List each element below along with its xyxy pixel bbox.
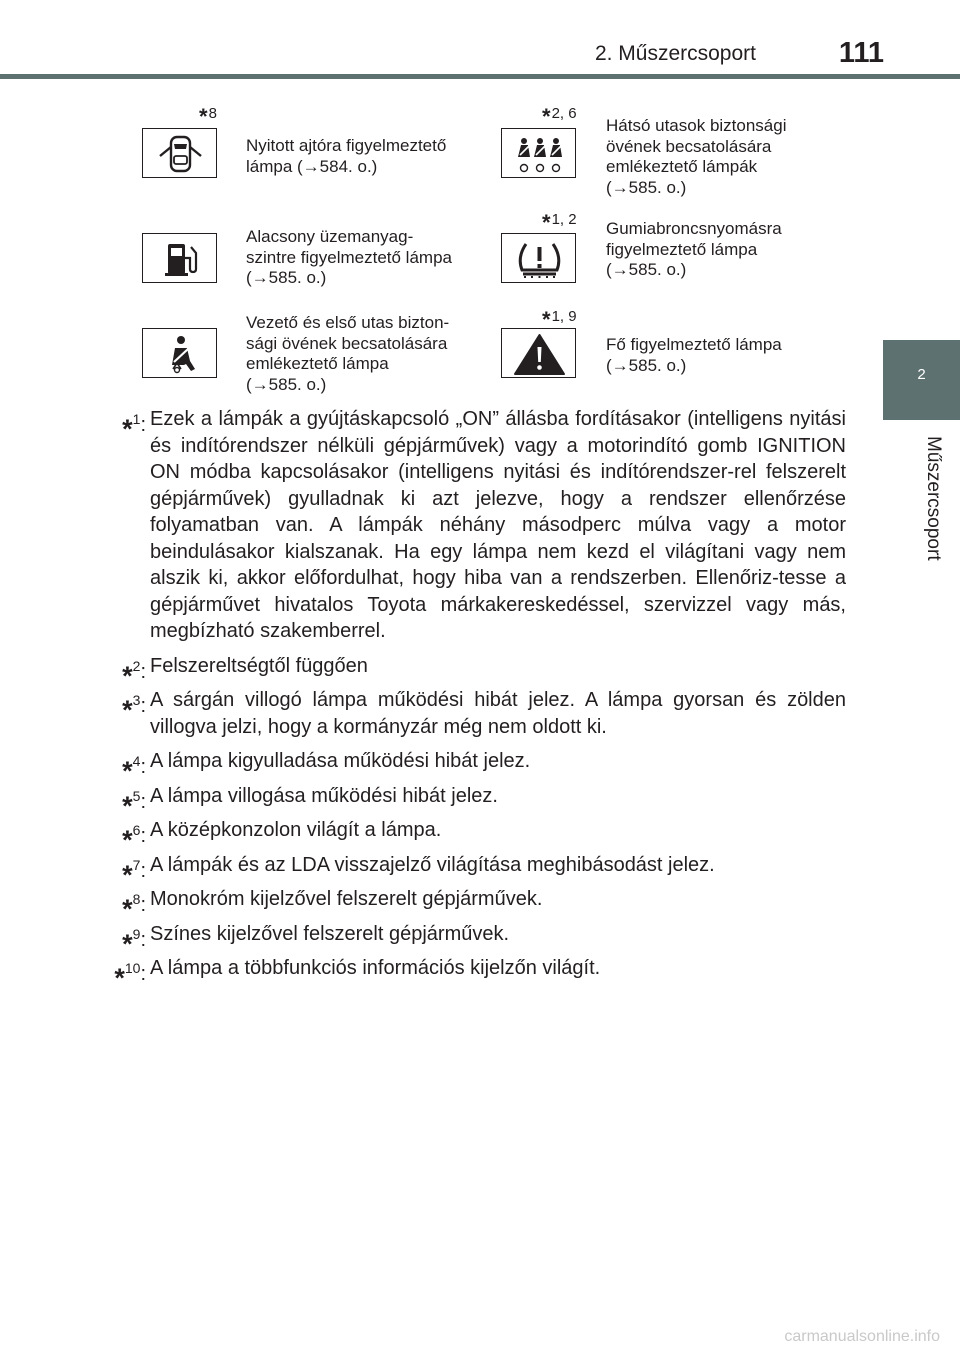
lamp-note-ref: *8 bbox=[199, 104, 217, 129]
footnote: *$^3$: A sárgán villogó lámpa működési hibát jelez. A lámpa gyorsan és zölden villogva jelzi, hogy a kormányzár még nem oldott ki. bbox=[122, 689, 846, 738]
footnote-text: A lámpák és az LDA visszajelző világítása meghibásodást jelez. bbox=[150, 853, 715, 876]
footnote: *$^6$: A középkonzolon világít a lámpa. bbox=[122, 819, 442, 855]
low-fuel-icon bbox=[142, 233, 217, 283]
page-number: 111 bbox=[838, 37, 884, 69]
lamp-description: Alacsony üzemanyag- szintre figyelmeztető lámpa (→585. o.) bbox=[246, 227, 452, 287]
footnote: *$^7$: A lámpák és az LDA visszajelző világítása meghibásodást jelez. bbox=[122, 853, 715, 890]
lamp-description: Hátsó utasok biztonsági övének becsatolására emlékeztető lámpák (→585. o.) bbox=[606, 116, 787, 197]
footnote: *$^{10}$: A lámpa a többfunkciós információs kijelzőn világít. bbox=[114, 957, 601, 993]
header-divider bbox=[0, 74, 960, 79]
lamp-description: Vezető és első utas bizton- sági övének becsatolására emlékeztető lámpa (→585. o.) bbox=[246, 313, 450, 394]
master-warning-icon bbox=[501, 328, 576, 378]
tire-pressure-icon bbox=[501, 233, 576, 283]
footnote-text: Monokróm kijelzővel felszerelt gépjárművek. bbox=[150, 888, 543, 910]
chapter-label: Műszercsoport bbox=[923, 436, 944, 561]
lamp-note-ref: *2, 6 bbox=[542, 104, 577, 129]
footnote-text: A lámpa kigyulladása működési hibát jelez. bbox=[150, 750, 531, 772]
footnote: *$^1$: Ezek a lámpák a gyújtáskapcsoló „ON” állásba fordításakor (intelligens nyitási és indítórendszer nélküli gépjárművek) vagy a motorindító gomb IGNITION ON módba kapcsolásakor (intelligens nyitási és indítórendszer-rel felszerelt gépjárművek) gyulladnak ki azt jelezve, hogy a rendszer ellenőrzése folyamatban van. A lámpák néhány másodperc múlva vagy a motor beindulásakor kialszanak. Ha egy lámpa nem kezd el világítani vagy nem alszik ki, akkor előfordulhat, hogy hiba van a rendszerben. Ellenőriz-tesse a gépjárművet hivatalos Toyota márkakereskedéssel, szervizzel vagy más, megbízható szakemberrel. bbox=[122, 408, 846, 642]
watermark: carmanualsonline.info bbox=[784, 1328, 940, 1345]
lamp-description: Gumiabroncsnyomásra figyelmeztető lámpa (→585. o.) bbox=[606, 219, 782, 279]
seatbelt-reminder-icon bbox=[142, 328, 217, 378]
section-title: 2. Műszercsoport bbox=[594, 42, 756, 65]
footnote-text: A lámpa a többfunkciós információs kijelzőn világít. bbox=[150, 957, 601, 979]
lamp-note-ref: *1, 2 bbox=[542, 210, 577, 235]
footnote-text: Felszereltségtől függően bbox=[150, 654, 368, 677]
footnote: *$^8$: Monokróm kijelzővel felszerelt gépjárművek. bbox=[122, 888, 543, 924]
footnote: *$^4$: A lámpa kigyulladása működési hibát jelez. bbox=[122, 750, 531, 786]
chapter-number: 2 bbox=[917, 366, 926, 383]
footnote-text: Színes kijelzővel felszerelt gépjárművek. bbox=[150, 922, 510, 945]
footnote-text: A lámpa villogása működési hibát jelez. bbox=[150, 784, 498, 807]
open-door-icon bbox=[142, 128, 217, 178]
footnote: *$^2$: Felszereltségtől függően bbox=[122, 654, 368, 691]
lamp-description: Fő figyelmeztető lámpa (→585. o.) bbox=[606, 335, 782, 375]
footnote-list bbox=[100, 406, 846, 993]
footnote: *$^5$: A lámpa villogása működési hibát jelez. bbox=[122, 784, 498, 821]
chapter-tab bbox=[883, 340, 960, 420]
rear-seatbelt-icon bbox=[501, 128, 576, 178]
lamp-description: Nyitott ajtóra figyelmeztető lámpa (→584. o.) bbox=[246, 136, 447, 176]
footnote: *$^9$: Színes kijelzővel felszerelt gépjárművek. bbox=[122, 922, 510, 959]
footnote-text: A középkonzolon világít a lámpa. bbox=[150, 819, 442, 841]
footnote-text: Ezek a lámpák a gyújtáskapcsoló „ON” állásba fordításakor (intelligens nyitási és indítórendszer nélküli gépjárművek) vagy a motorindító gomb IGNITION ON módba kapcsolásakor (intelligens nyitási és indítórendszer-rel felszerelt gépjárművek) gyulladnak ki azt jelezve, hogy a rendszer ellenőrzése folyamatban van. A lámpák néhány másodperc múlva vagy a motor beindulásakor kialszanak. Ha egy lámpa nem kezd el világítani vagy nem alszik ki, akkor előfordulhat, hogy hiba van a rendszerben. Ellenőriz-tesse a gépjárművet hivatalos Toyota márkakereskedéssel, szervizzel vagy más, megbízható szakemberrel. bbox=[150, 408, 846, 642]
lamp-note-ref: *1, 9 bbox=[542, 307, 577, 332]
footnote-text: A sárgán villogó lámpa működési hibát jelez. A lámpa gyorsan és zölden villogva jelzi, hogy a kormányzár még nem oldott ki. bbox=[150, 689, 846, 738]
